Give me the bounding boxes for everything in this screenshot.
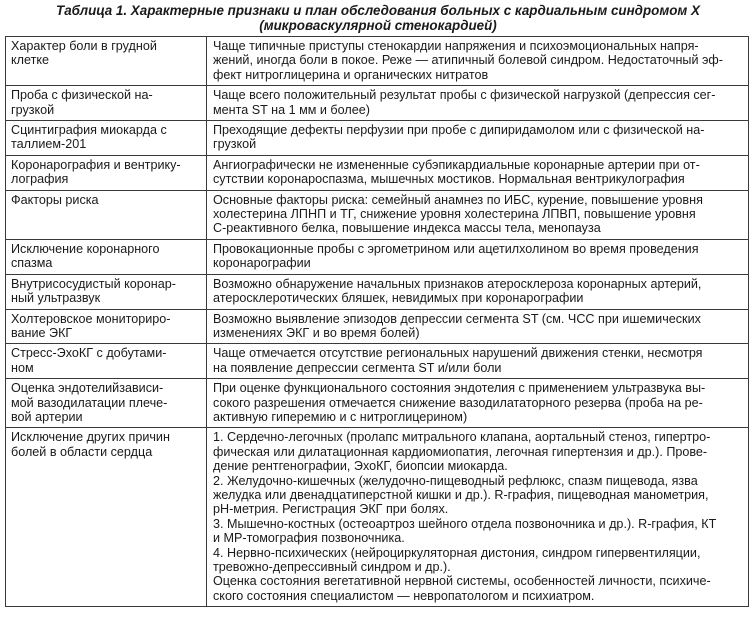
row-label-line: ном [11, 360, 34, 375]
row-label-line: Стресс-ЭхоКГ с добутами- [11, 346, 167, 361]
row-description-line: С-реактивного белка, повышение индекса массы тела, менопауза [213, 221, 601, 236]
table-caption [0, 3, 756, 33]
row-label-cell [6, 309, 207, 344]
row-label-line: Сцинтиграфия миокарда с [11, 123, 167, 138]
row-label-line: ный ультразвук [11, 291, 101, 306]
row-description-line: Возможно обнаружение начальных признаков атеросклероза коронарных артерий, [213, 276, 702, 291]
row-label-line: Внутрисосудистый коронар- [11, 276, 176, 291]
row-label-cell [6, 155, 207, 190]
row-label-line: Исключение других причин [11, 430, 170, 445]
row-label-line: вание ЭКГ [11, 325, 73, 340]
row-description-line: и МР-томография позвоночника. [213, 531, 405, 546]
row-label-cell [6, 428, 207, 607]
row-label-line: Холтеровское мониториро- [11, 311, 171, 326]
row-description-line: Основные факторы риска: семейный анамнез по ИБС, курение, повышение уровня [213, 192, 703, 207]
row-label-line: мой вазодилатации плече- [11, 395, 168, 410]
row-description-line: рН-метрия. Регистрация ЭКГ при болях. [213, 502, 449, 517]
row-label-cell [6, 274, 207, 309]
table-row [6, 121, 749, 156]
row-description-line: При оценке функционального состояния эндотелия с применением ультразвука вы- [213, 381, 706, 396]
row-label-cell [6, 121, 207, 156]
row-label-line: Исключение коронарного [11, 241, 160, 256]
row-label-line: клетке [11, 53, 50, 68]
table-row [6, 274, 749, 309]
row-label-line: лография [11, 172, 69, 187]
row-label-line: Оценка эндотелийзависи- [11, 381, 164, 396]
row-description-line: Возможно выявление эпизодов депрессии сегмента ST (см. ЧСС при ишемических [213, 311, 701, 326]
row-description-line: сутствии коронароспазма, мышечных мостиков. Нормальная вентрикулография [213, 172, 685, 187]
row-description-line: 3. Мышечно-костных (остеоартроз шейного отдела позвоночника и др.). R-графия, КТ [213, 516, 717, 531]
row-description-line: фект нитроглицерина и органических нитратов [213, 67, 489, 82]
row-description-cell [207, 155, 749, 190]
row-description-line: Преходящие дефекты перфузии при пробе с дипиридамолом или с физической на- [213, 123, 705, 138]
row-description-cell [207, 86, 749, 121]
row-description-line: изменениях ЭКГ и во время болей) [213, 325, 420, 340]
row-label-line: таллием-201 [11, 137, 87, 152]
table-row [6, 155, 749, 190]
row-description-line: дение рентгенографии, ЭхоКГ, биопсии миокарда. [213, 459, 508, 474]
table-row [6, 239, 749, 274]
row-description-line: 2. Желудочно-кишечных (желудочно-пищеводный рефлюкс, спазм пищевода, язва [213, 473, 698, 488]
row-label-line: Факторы риска [11, 192, 99, 207]
row-label-line: вой артерии [11, 409, 83, 424]
row-description-line: на появление депрессии сегмента ST и/или боли [213, 360, 502, 375]
row-description-line: ского состояния специалистом — невропатологом и психиатром. [213, 588, 595, 603]
table-row [6, 86, 749, 121]
row-description-line: Чаще типичные приступы стенокардии напряжения и психоэмоциональных напря- [213, 39, 699, 53]
row-description-line: холестерина ЛПНП и ТГ, снижение уровня холестерина ЛПВП, повышение уровня [213, 207, 696, 222]
table-row [6, 190, 749, 239]
row-description-cell [207, 239, 749, 274]
table-row [6, 344, 749, 379]
table-caption-line2: (микроваскулярной стенокардией) [259, 18, 497, 33]
row-label-line: Проба с физической на- [11, 88, 153, 103]
row-label-cell [6, 344, 207, 379]
row-label-line: болей в области сердца [11, 444, 153, 459]
row-description-line: 4. Нервно-психических (нейроциркуляторная дистония, синдром гипервентиляции, [213, 545, 701, 560]
row-description-cell [207, 37, 749, 86]
row-description-cell [207, 379, 749, 428]
row-description-cell [207, 274, 749, 309]
row-description-line: мента ST на 1 мм и более) [213, 102, 370, 117]
row-description-line: Оценка состояния вегетативной нервной системы, особенностей личности, психиче- [213, 574, 711, 589]
row-label-line: спазма [11, 256, 53, 271]
row-label-cell [6, 239, 207, 274]
row-description-cell [207, 121, 749, 156]
row-label-cell [6, 86, 207, 121]
row-label-line: грузкой [11, 102, 55, 117]
row-description-line: Ангиографически не измененные субэпикардиальные коронарные артерии при от- [213, 157, 700, 172]
row-description-cell [207, 428, 749, 607]
table-row [6, 37, 749, 86]
row-label-cell [6, 190, 207, 239]
row-description-line: активную гиперемию и с нитроглицерином) [213, 409, 468, 424]
row-description-line: коронарографии [213, 256, 311, 271]
row-description-line: сокого разрешения отмечается снижение вазодилататорного резерва (проба на ре- [213, 395, 703, 410]
table-row [6, 379, 749, 428]
findings-table-body [6, 37, 749, 607]
row-description-line: Провокационные пробы с эргометрином или ацетилхолином во время проведения [213, 241, 699, 256]
table-row [6, 428, 749, 607]
row-description-line: 1. Сердечно-легочных (пролапс митрального клапана, аортальный стеноз, гипертро- [213, 430, 711, 445]
row-description-line: жений, иногда боли в покое. Реже — атипичный болевой синдром. Недостаточный эф- [213, 53, 723, 68]
row-description-line: атеросклеротических бляшек, невидимых при коронарографии [213, 291, 584, 306]
findings-table [5, 36, 749, 607]
row-label-line: Коронарография и вентрику- [11, 157, 181, 172]
row-label-cell [6, 379, 207, 428]
row-label-line: Характер боли в грудной [11, 39, 157, 53]
row-description-cell [207, 344, 749, 379]
row-description-line: желудка или двенадцатиперстной кишки и др.). R-графия, пищеводная манометрия, [213, 487, 709, 502]
row-description-cell [207, 190, 749, 239]
row-label-cell [6, 37, 207, 86]
row-description-line: тревожно-депрессивный синдром и др.). [213, 560, 451, 574]
table-row [6, 309, 749, 344]
row-description-line: Чаще всего положительный результат пробы с физической нагрузкой (депрессия сег- [213, 88, 716, 103]
row-description-line: грузкой [213, 137, 257, 152]
table-caption-line1: Таблица 1. Характерные признаки и план обследования больных с кардиальным синдромом Х [56, 3, 700, 18]
row-description-line: Чаще отмечается отсутствие региональных нарушений движения стенки, несмотря [213, 346, 703, 361]
row-description-cell [207, 309, 749, 344]
row-description-line: фическая или дилатационная кардиомиопатия, легочная гипертензия и др.). Прове- [213, 444, 708, 459]
